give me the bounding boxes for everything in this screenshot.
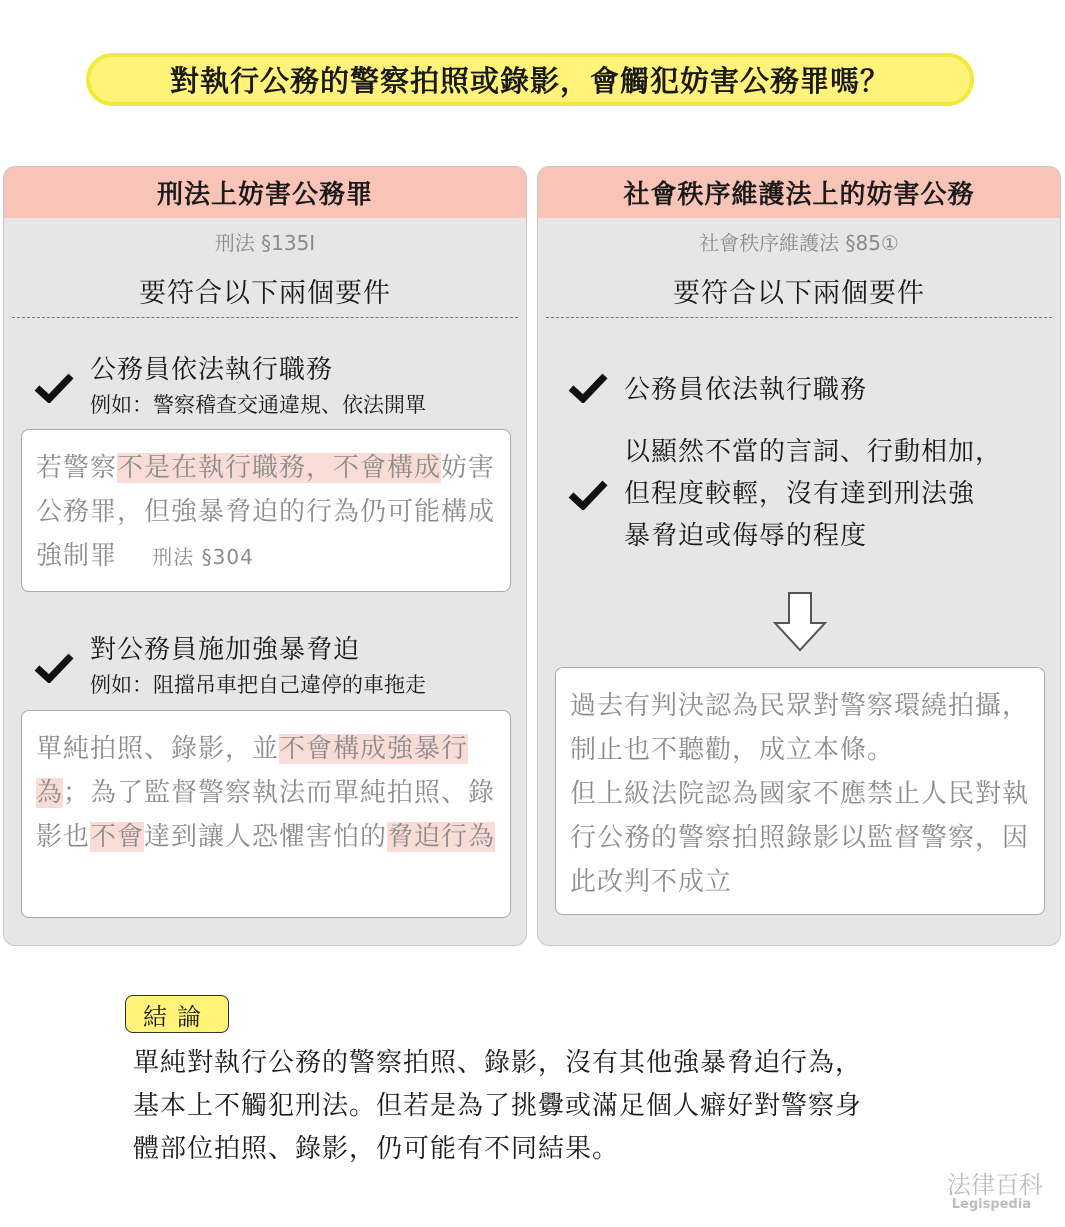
criminal-law-requirement: 要符合以下兩個要件	[139, 278, 391, 309]
criminal-law-panel	[3, 166, 527, 946]
check-icon	[568, 478, 608, 510]
social-order-requirement: 要符合以下兩個要件	[673, 278, 925, 309]
criminal-item1-example: 例如：警察稽查交通違規、依法開單	[90, 393, 426, 417]
check-icon	[34, 651, 74, 683]
social-item2-text: 以顯然不當的言詞、行動相加， 但程度較輕，沒有達到刑法強 暴脅迫或侮辱的程度	[624, 437, 1003, 551]
criminal-item1-note: 若警察不是在執行職務，不會構成妨害公務罪，但強暴脅迫的行為仍可能構成強制罪 刑法 §304	[21, 429, 511, 592]
criminal-item2-note: 單純拍照、錄影，並不會構成強暴行為；為了監督警察執法而單純拍照、錄影也不會達到讓人恐懼害怕的脅迫行為	[21, 710, 511, 918]
brand-logo-cn: 法律百科	[947, 1171, 1043, 1199]
brand-logo-en: Legispedia	[951, 1197, 1031, 1212]
social-item1-title: 公務員依法執行職務	[624, 375, 868, 405]
main-title: 對執行公務的警察拍照或錄影，會觸犯妨害公務罪嗎？	[86, 53, 974, 106]
social-order-header: 社會秩序維護法上的妨害公務	[538, 167, 1060, 218]
criminal-item1-title: 公務員依法執行職務	[90, 355, 334, 385]
criminal-item2-title: 對公務員施加強暴脅迫	[90, 635, 361, 665]
cite-304: 刑法 §304	[152, 545, 254, 569]
conclusion-label: 結論	[125, 995, 229, 1033]
social-order-note: 過去有判決認為民眾對警察環繞拍攝，制止也不聽勸，成立本條。 但上級法院認為國家不應禁止人民對執行公務的警察拍照錄影以監督警察，因此改判不成立	[555, 667, 1045, 915]
criminal-law-header: 刑法上妨害公務罪	[4, 167, 526, 218]
check-icon	[34, 371, 74, 403]
divider	[12, 317, 518, 318]
criminal-item2-example: 例如：阻擋吊車把自己違停的車拖走	[90, 673, 426, 697]
down-arrow-icon	[772, 591, 828, 653]
social-order-panel	[537, 166, 1061, 946]
divider	[546, 317, 1052, 318]
check-icon	[568, 371, 608, 403]
conclusion-text: 單純對執行公務的警察拍照、錄影，沒有其他強暴脅迫行為， 基本上不觸犯刑法。但若是為了挑釁或滿足個人癖好對警察身 體部位拍照、錄影，仍可能有不同結果。	[133, 1048, 863, 1164]
social-order-citation: 社會秩序維護法 §85①	[699, 231, 899, 255]
criminal-law-citation: 刑法 §135Ⅰ	[214, 231, 316, 255]
